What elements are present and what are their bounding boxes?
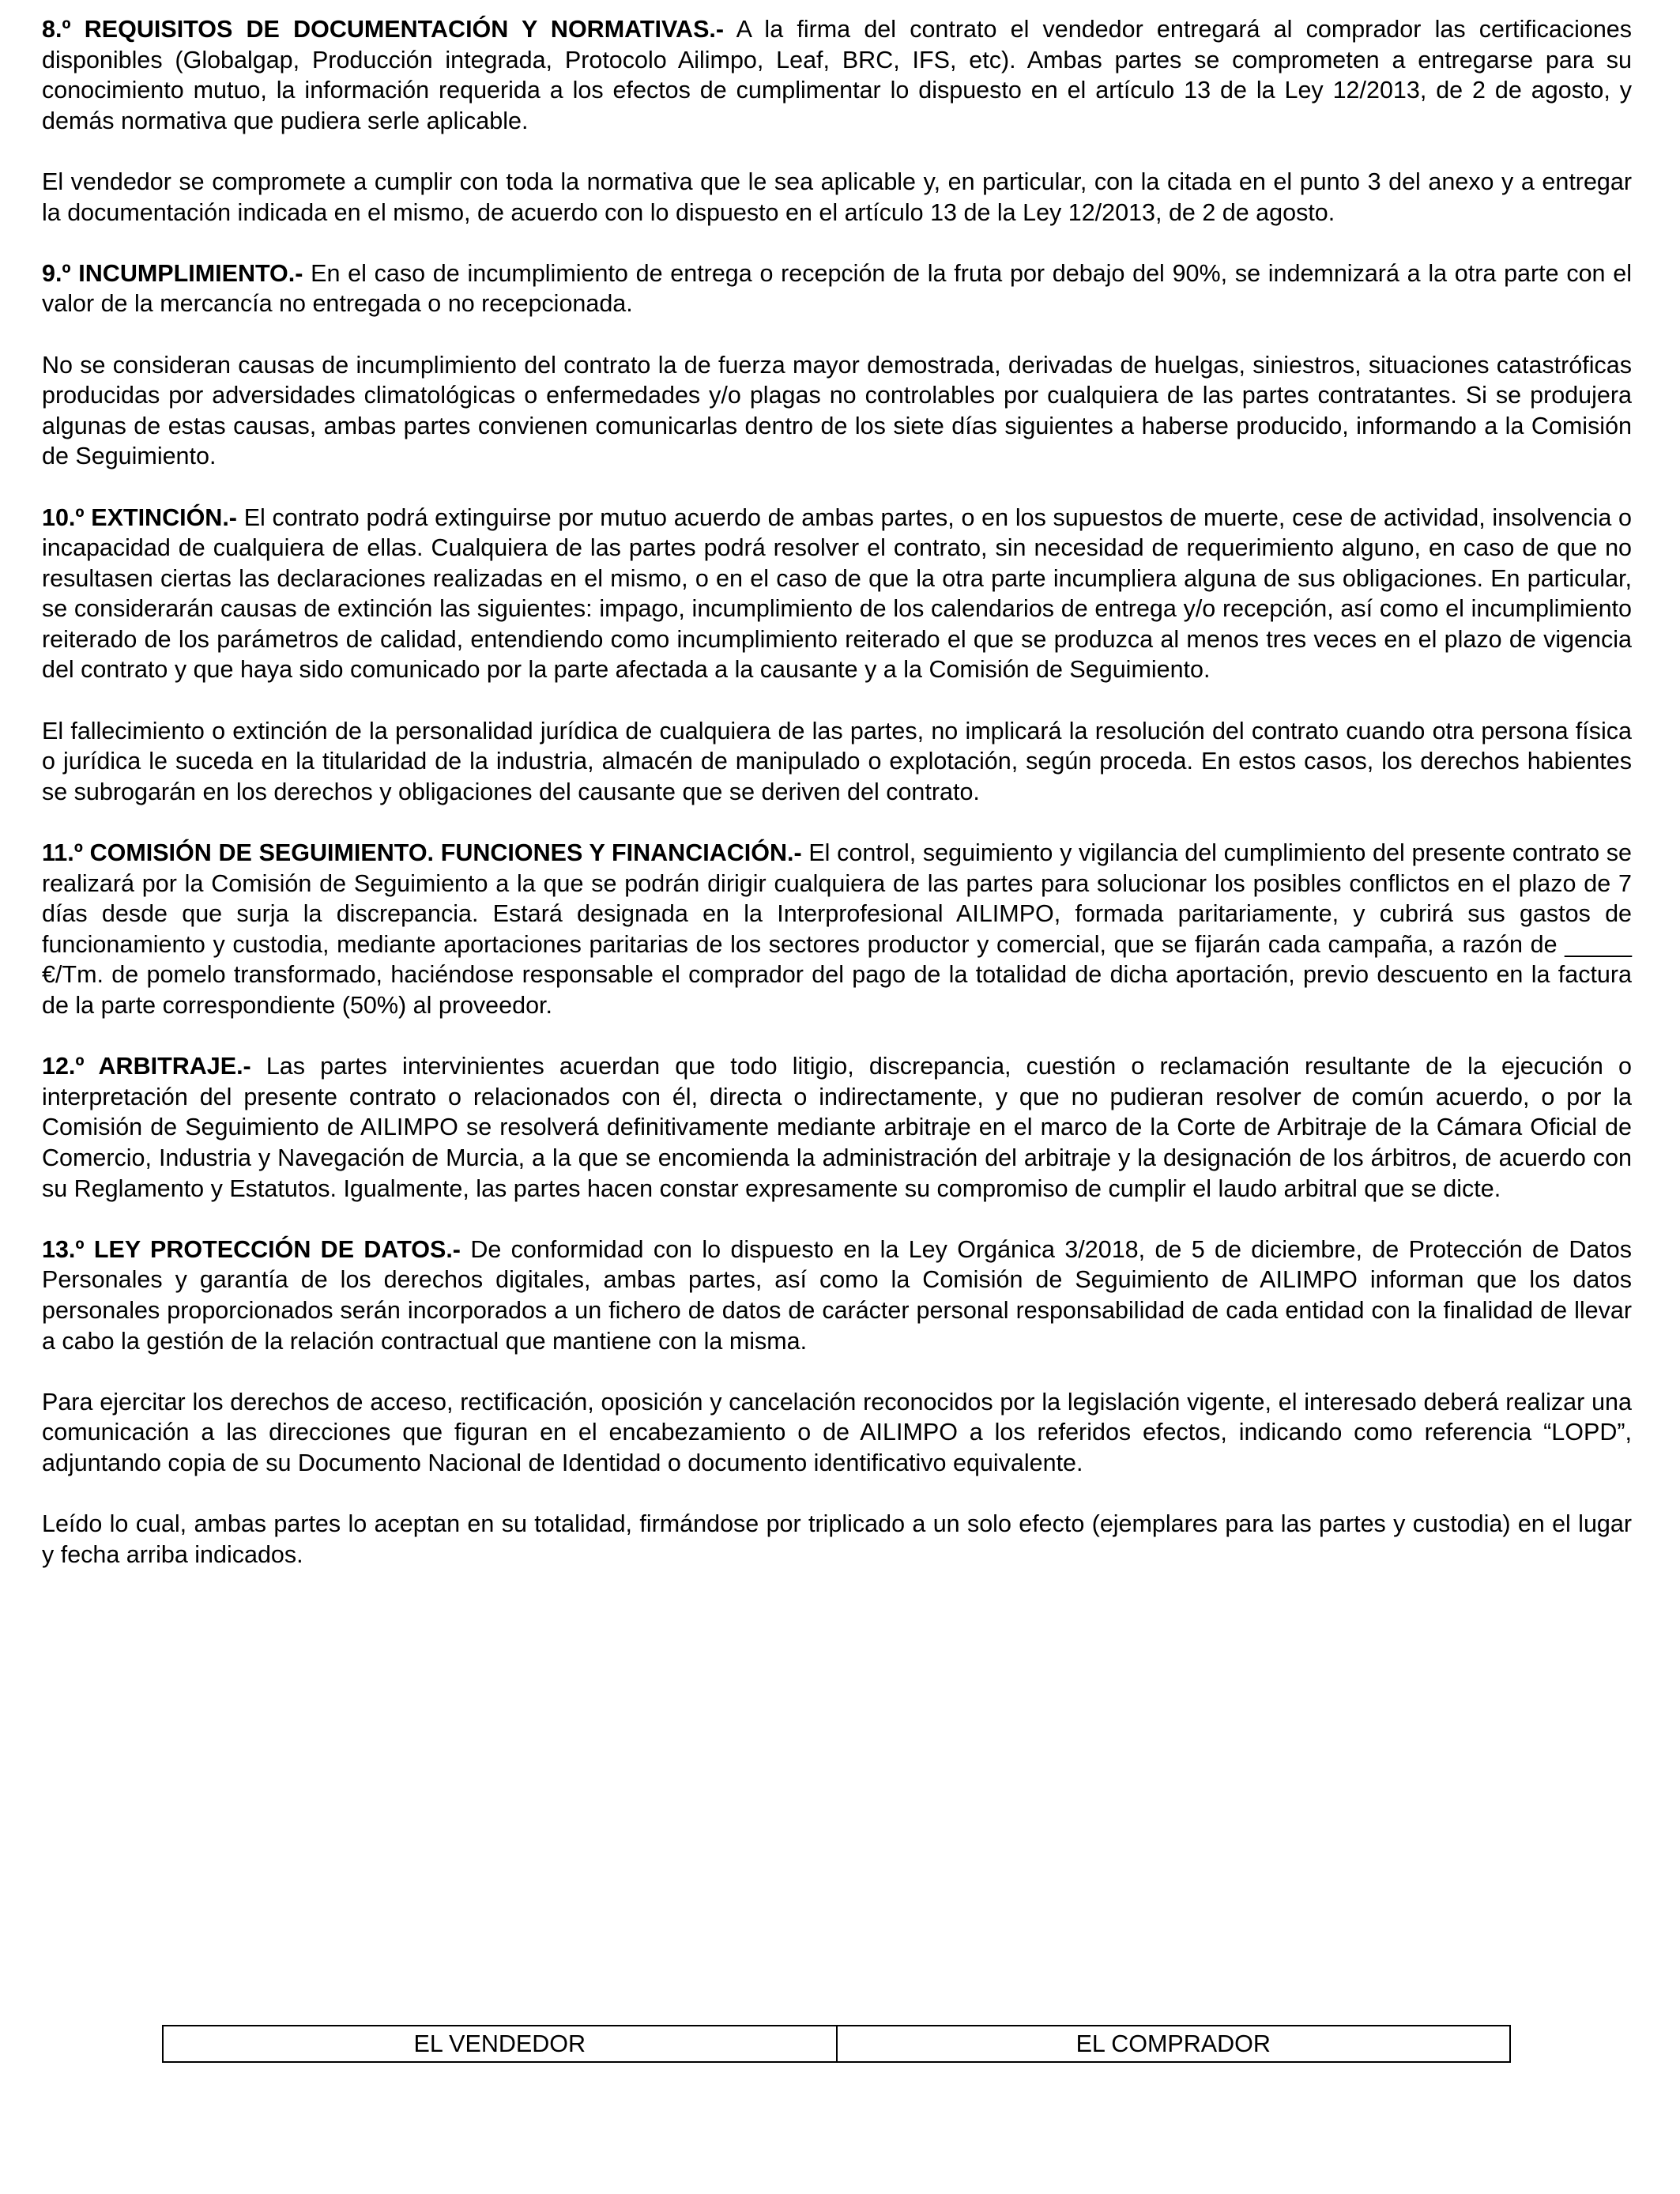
clause-8-compliance-text: El vendedor se compromete a cumplir con toda la normativa que le sea aplicable y, en particular, con la citada en el punto 3 del anexo y a entregar la documentación indicada en el mismo, de acuerdo con lo dispuesto en el artículo 13 de la Ley 12/2013, de 2 de agosto.: [42, 168, 1632, 226]
clause-13-rights-text: Para ejercitar los derechos de acceso, rectificación, oposición y cancelación reconocidos por la legislación vigente, el interesado deberá realizar una comunicación a las direcciones que figuran en el encabezamiento o de AILIMPO a los referidos efectos, indicando como referencia “LOPD”, adjuntando copia de su Documento Nacional de Identidad o documento identificativo equivalente.: [42, 1388, 1632, 1476]
closing-text: Leído lo cual, ambas partes lo aceptan en su totalidad, firmándose por triplicado a un solo efecto (ejemplares para las partes y custodia) en el lugar y fecha arriba indicados.: [42, 1510, 1632, 1568]
clause-11-heading: 11.º COMISIÓN DE SEGUIMIENTO. FUNCIONES Y FINANCIACIÓN.-: [42, 839, 802, 867]
clause-12-paragraph: [42, 1051, 1632, 1204]
clause-12-text: Las partes intervinientes acuerdan que todo litigio, discrepancia, cuestión o reclamación resultante de la ejecución o interpretación del presente contrato o relacionados con él, directa o indirectamente, y que no pudieran resolver de común acuerdo, o por la Comisión de Seguimiento de AILIMPO se resolverá definitivamente mediante arbitraje en el marco de la Corte de Arbitraje de la Cámara Oficial de Comercio, Industria y Navegación de Murcia, a la que se encomienda la administración del arbitraje y la designación de los árbitros, de acuerdo con su Reglamento y Estatutos. Igualmente, las partes hacen constar expresamente su compromiso de cumplir el laudo arbitral que se dicte.: [42, 1053, 1632, 1202]
clause-13-rights-paragraph: [42, 1387, 1632, 1479]
closing-paragraph: [42, 1509, 1632, 1570]
clause-8-compliance-paragraph: [42, 167, 1632, 228]
clause-9-force-majeure-text: No se consideran causas de incumplimiento del contrato la de fuerza mayor demostrada, derivadas de huelgas, siniestros, situaciones catastróficas producidas por adversidades climatológicas o enfermedades y/o plagas no controlables por cualquiera de las partes contratantes. Si se produjera algunas de estas causas, ambas partes convienen comunicarlas dentro de los siete días siguientes a haberse producido, informando a la Comisión de Seguimiento.: [42, 351, 1632, 470]
clause-10-heading: 10.º EXTINCIÓN.-: [42, 503, 237, 531]
signature-row: [163, 2026, 1510, 2062]
clause-13-heading: 13.º LEY PROTECCIÓN DE DATOS.-: [42, 1235, 461, 1263]
clause-9-text: En el caso de incumplimiento de entrega o recepción de la fruta por debajo del 90%, se indemnizará a la otra parte con el valor de la mercancía no entregada o no recepcionada.: [42, 259, 1632, 318]
clause-10-succession-text: El fallecimiento o extinción de la personalidad jurídica de cualquiera de las partes, no implicará la resolución del contrato cuando otra persona física o jurídica le suceda en la titularidad de la industria, almacén de manipulado o explotación, según proceda. En estos casos, los derechos habientes se subrogarán en los derechos y obligaciones del causante que se deriven del contrato.: [42, 717, 1632, 805]
clause-9-force-majeure-paragraph: [42, 350, 1632, 472]
seller-signature-cell: EL VENDEDOR: [163, 2026, 837, 2062]
clause-10-succession-paragraph: [42, 716, 1632, 808]
clause-11-paragraph: [42, 838, 1632, 1021]
clause-8-heading: 8.º REQUISITOS DE DOCUMENTACIÓN Y NORMATIVAS.-: [42, 16, 725, 43]
clause-10-paragraph: [42, 503, 1632, 686]
clause-9-paragraph: [42, 258, 1632, 319]
clause-9-heading: 9.º INCUMPLIMIENTO.-: [42, 259, 303, 287]
contract-page: [42, 14, 1632, 1600]
clause-13-paragraph: [42, 1235, 1632, 1356]
clause-12-heading: 12.º ARBITRAJE.-: [42, 1053, 251, 1080]
clause-8-paragraph: [42, 14, 1632, 136]
clause-11-text: El control, seguimiento y vigilancia del cumplimiento del presente contrato se realizará por la Comisión de Seguimiento a la que se podrán dirigir cualquiera de las partes para solucionar los posibles conflictos en el plazo de 7 días desde que surja la discrepancia. Estará designada en la Interprofesional AILIMPO, formada paritariamente, y cubrirá sus gastos de funcionamiento y custodia, mediante aportaciones paritarias de los sectores productor y comercial, que se fijarán cada campaña, a razón de _____ €/Tm. de pomelo transformado, haciéndose responsable el comprador del pago de la totalidad de dicha aportación, previo descuento en la factura de la parte correspondiente (50%) al proveedor.: [42, 839, 1633, 1019]
buyer-signature-cell: EL COMPRADOR: [837, 2026, 1511, 2062]
clause-10-text: El contrato podrá extinguirse por mutuo acuerdo de ambas partes, o en los supuestos de muerte, cese de actividad, insolvencia o incapacidad de cualquiera de ellas. Cualquiera de las partes podrá resolver el contrato, sin necesidad de requerimiento alguno, en caso de que no resultasen ciertas las declaraciones realizadas en el mismo, o en el caso de que la otra parte incumpliera alguna de sus obligaciones. En particular, se considerarán causas de extinción las siguientes: impago, incumplimiento de los calendarios de entrega y/o recepción, así como el incumplimiento reiterado de los parámetros de calidad, entendiendo como incumplimiento reiterado el que se produzca al menos tres veces en el plazo de vigencia del contrato y que haya sido comunicado por la parte afectada a la causante y a la Comisión de Seguimiento.: [42, 503, 1633, 684]
signature-table: [162, 2025, 1511, 2063]
clause-8-text: A la firma del contrato el vendedor entregará al comprador las certificaciones disponibles (Globalgap, Producción integrada, Protocolo Ailimpo, Leaf, BRC, IFS, etc). Ambas partes se comprometen a entregarse para su conocimiento mutuo, la información requerida a los efectos de cumplimentar lo dispuesto en el artículo 13 de la Ley 12/2013, de 2 de agosto, y demás normativa que pudiera serle aplicable.: [42, 16, 1633, 134]
clause-13-text: De conformidad con lo dispuesto en la Ley Orgánica 3/2018, de 5 de diciembre, de Protección de Datos Personales y garantía de los derechos digitales, ambas partes, así como la Comisión de Seguimiento de AILIMPO informan que los datos personales proporcionados serán incorporados a un fichero de datos de carácter personal responsabilidad de cada entidad con la finalidad de llevar a cabo la gestión de la relación contractual que mantiene con la misma.: [42, 1235, 1632, 1355]
